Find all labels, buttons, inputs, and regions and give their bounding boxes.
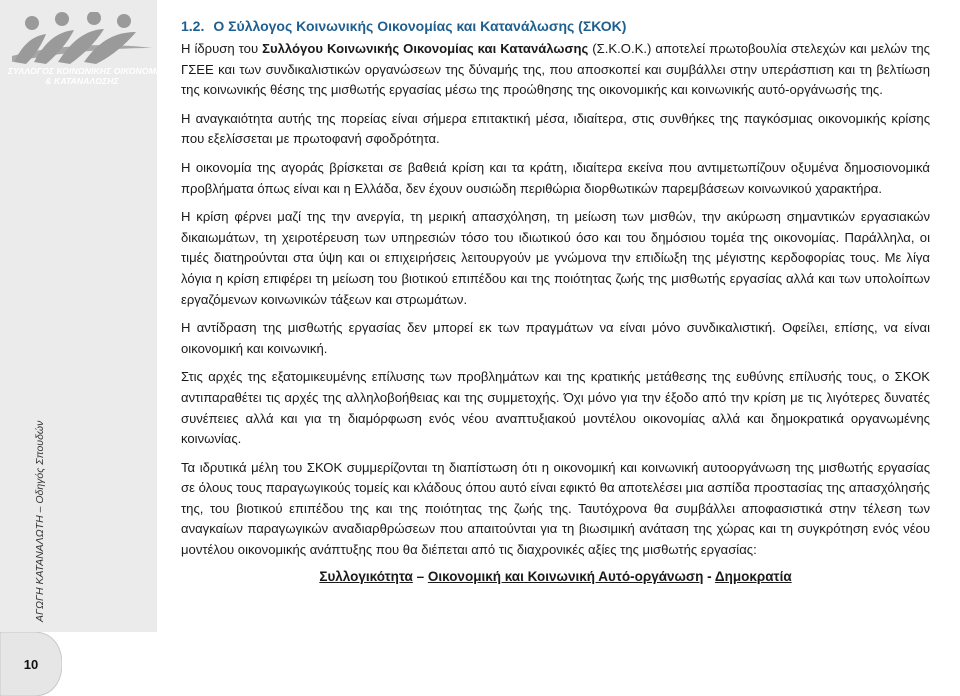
paragraph-founding-intro: Η ίδρυση του	[181, 41, 263, 56]
paragraph-market-crisis: Η οικονομία της αγοράς βρίσκεται σε βαθειά κρίση και τα κράτη, ιδιαίτερα εκείνα που αντιμετωπίζουν οξυμένα δημοσιονομικά προβλήματα όπως είναι και η Ελλάδα, δεν έχουν ουσιώδη περιθώρια διορθωτικών παρεμβάσεων κοινωνικού χαρακτήρα.	[181, 159, 930, 196]
main-content	[181, 16, 930, 587]
paragraph-founding	[181, 39, 930, 101]
people-figures-logo-icon	[12, 12, 152, 70]
logo-text-line-1: ΣΥΛΛΟΓΟΣ ΚΟΙΝΩΝΙΚΗΣ ΟΙΚΟΝΟΜΙΑΣ	[8, 66, 170, 76]
paragraph-reaction: Η αντίδραση της μισθωτής εργασίας δεν μπορεί εκ των πραγμάτων να είναι μόνο συνδικαλιστική. Οφείλει, επίσης, να είναι οικονομική και κοινωνική.	[181, 320, 930, 356]
tagline-collectivity: Συλλογικότητα	[319, 568, 413, 584]
paragraph-principles: Στις αρχές της εξατομικευμένης επίλυσης των προβλημάτων και της κρατικής μετάθεσης της ευθύνης επίλυσής τους, ο ΣΚΟΚ αντιπαραθέτει τις αρχές της αλληλοβοήθειας και της συμμετοχής. Όχι μόνο για την έξοδο από την κρίση με τις λιγότερες δυνατές συνέπειες αλλά και για τη διαμόρφωση ενός νέου αναπτυξιακού μοντέλου οικονομίας αλλά και δημοκρατικά οργανωμένης κοινωνίας.	[181, 369, 930, 447]
sidebar	[0, 0, 170, 632]
organization-name-bold: Συλλόγου Κοινωνικής Οικονομίας και Κατανάλωσης	[262, 41, 589, 56]
page-number-badge	[0, 632, 62, 696]
tagline-democracy: Δημοκρατία	[714, 568, 792, 584]
tagline-separator-2: -	[703, 568, 715, 584]
section-title: Ο Σύλλογος Κοινωνικής Οικονομίας και Κατανάλωσης (ΣΚΟΚ)	[213, 18, 627, 34]
tagline-separator-1: –	[412, 568, 428, 584]
paragraph-crisis-effects: Η κρίση φέρνει μαζί της την ανεργία, τη μερική απασχόληση, τη μείωση των μισθών, την ακύρωση σημαντικών εργασιακών δικαιωμάτων, τη χειροτέρευση των υπηρεσιών τόσο του ιδιωτικού όσο και του δημόσιου τομέα της οικονομίας. Παράλληλα, οι τιμές διατηρούνται στα ύψη και οι επιχειρήσεις λειτουργούν με γνώμονα την επιδίωξη της μέγιστης κερδοφορίας τους. Με λίγα λόγια η κρίση επιφέρει τη μείωση του βιοτικού επιπέδου και της ποιότητας ζωής της μισθωτής εργασίας αλλά και των υπολοίπων εργαζόμενων κοινωνικών τάξεων και στρωμάτων.	[181, 209, 930, 307]
tagline	[181, 567, 930, 588]
logo-text-line-2: & ΚΑΤΑΝΑΛΩΣΗΣ	[45, 76, 119, 86]
paragraph-founding-members: Τα ιδρυτικά μέλη του ΣΚΟΚ συμμερίζονται τη διαπίστωση ότι η οικονομική και κοινωνική αυτοοργάνωση της μισθωτής εργασίας σε όλους τους παραγωγικούς τομείς και κλάδους όπου αυτό είναι εφικτό θα αποτελέσει μια ασπίδα προστασίας της απασχόλησής της, του βιοτικού επιπέδου της και της ποιότητας της ζωής της. Ταυτόχρονα θα συμβάλλει αποφασιστικά στην τέλεση των αναγκαίων παραγωγικών αναδιαρθρώσεων που απαιτούνται για τη βιωσιμική ανάταση της χώρας και τη συγκρότηση ενός νέου μοντέλου οικονομικής ανάπτυξης που θα διέπεται από τις διαχρονικές αξίες της μισθωτής εργασίας:	[181, 459, 930, 558]
section-heading	[181, 16, 930, 36]
tagline-self-organization: Οικονομική και Κοινωνική Αυτό-οργάνωση	[427, 568, 704, 584]
page-number: 10	[23, 657, 39, 672]
section-number: 1.2.	[181, 18, 205, 34]
vertical-running-caption: ΑΓΩΓΗ ΚΑΤΑΝΑΛΩΤΗ – Οδηγός Σπουδών	[34, 420, 46, 622]
organization-logo	[8, 12, 170, 86]
paragraph-founding-body: (Σ.Κ.Ο.Κ.) αποτελεί πρωτοβουλία στελεχών και μελών της ΓΣΕΕ και των συνδικαλιστικών οργανώσεων της δύναμής της, που αποσκοπεί και συμβάλλει στην υπεράσπιση και τη βελτίωση της κοινωνικής θέσης της μισθωτής εργασίας μέσω της προώθησης της οικονομικής και κοινωνικής αυτό-οργάνωσής της.	[181, 41, 930, 98]
paragraph-necessity: Η αναγκαιότητα αυτής της πορείας είναι σήμερα επιτακτική μέσα, ιδιαίτερα, στις συνθήκες της παγκόσμιας οικονομικής κρίσης που εξελίσσεται με πρωτοφανή σφοδρότητα.	[181, 110, 930, 147]
